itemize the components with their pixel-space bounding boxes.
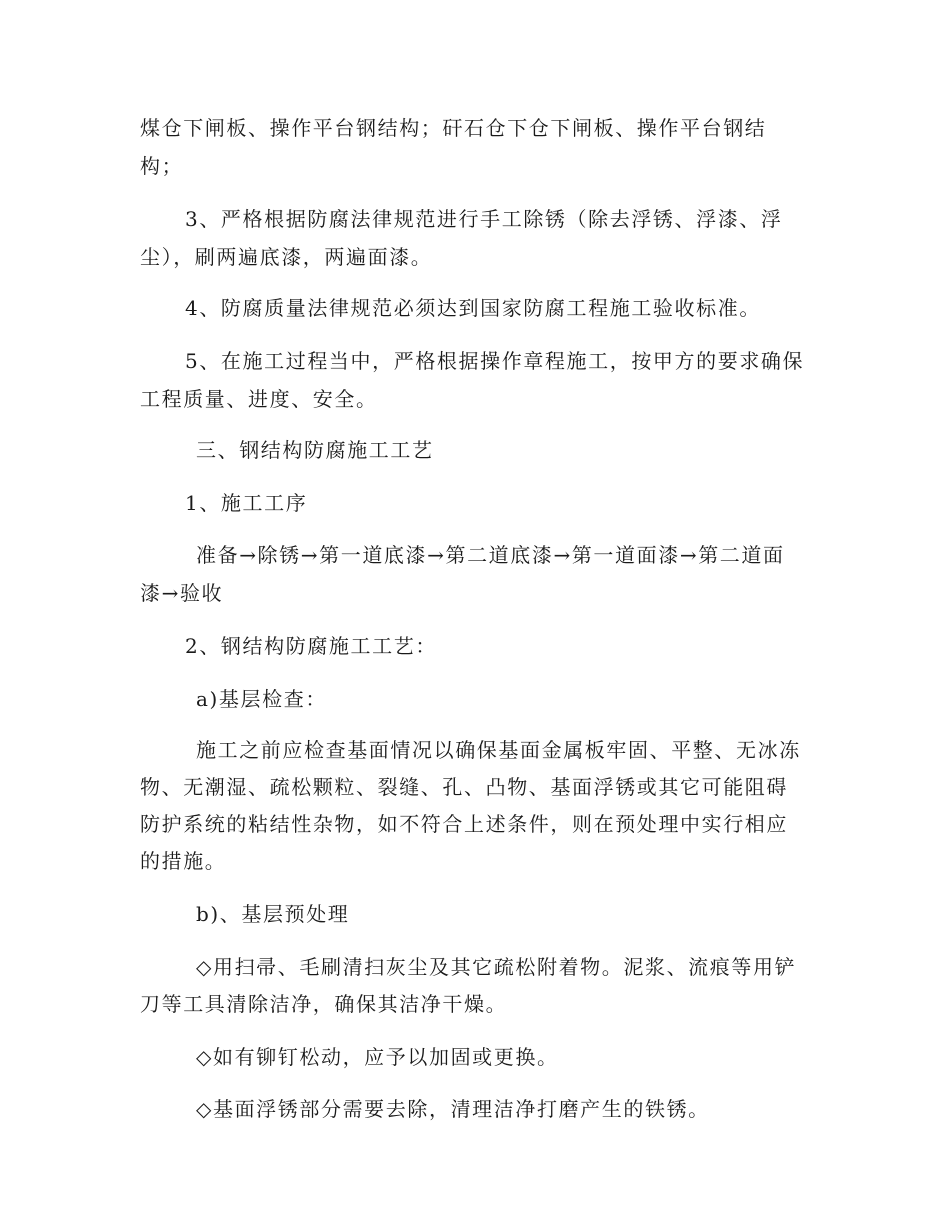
- text-line: 的措施。: [140, 849, 227, 873]
- text-line: 5、在施工过程当中，严格根据操作章程施工，按甲方的要求确保: [185, 349, 805, 373]
- text-line: ◇用扫帚、毛刷清扫灰尘及其它疏松附着物。泥浆、流痕等用铲: [196, 955, 797, 979]
- text-line: 3、严格根据防腐法律规范进行手工除锈（除去浮锈、浮漆、浮: [185, 207, 783, 231]
- text-line: 准备→除锈→第一道底漆→第二道底漆→第一道面漆→第二道面: [196, 543, 785, 567]
- text-line: 施工之前应检查基面情况以确保基面金属板牢固、平整、无冰冻: [196, 738, 801, 762]
- text-line: 2、钢结构防腐施工工艺：: [185, 634, 437, 658]
- text-line: a)基层检查：: [196, 687, 327, 711]
- text-line: 4、防腐质量法律规范必须达到国家防腐工程施工验收标准。: [185, 296, 761, 320]
- section-heading: 三、钢结构防腐施工工艺: [196, 438, 434, 462]
- text-line: 漆→验收: [140, 581, 224, 605]
- text-line: 防护系统的粘结性杂物，如不符合上述条件，则在预处理中实行相应: [140, 812, 788, 836]
- text-line: 尘），刷两遍底漆，两遍面漆。: [140, 245, 433, 269]
- text-line: 构；: [140, 154, 184, 178]
- text-line: ◇如有铆钉松动，应予以加固或更换。: [196, 1045, 559, 1069]
- text-line: 工程质量、进度、安全。: [140, 387, 378, 411]
- text-line: ◇基面浮锈部分需要去除，清理洁净打磨产生的铁锈。: [196, 1097, 710, 1121]
- text-line: 刀等工具清除洁净，确保其洁净干燥。: [140, 992, 508, 1016]
- text-line: b)、基层预处理: [196, 902, 350, 926]
- text-line: 1、施工工序: [185, 491, 308, 515]
- text-line: 煤仓下闸板、操作平台钢结构；矸石仓下仓下闸板、操作平台钢结: [140, 116, 767, 140]
- text-line: 物、无潮湿、疏松颗粒、裂缝、孔、凸物、基面浮锈或其它可能阻碍: [140, 775, 788, 799]
